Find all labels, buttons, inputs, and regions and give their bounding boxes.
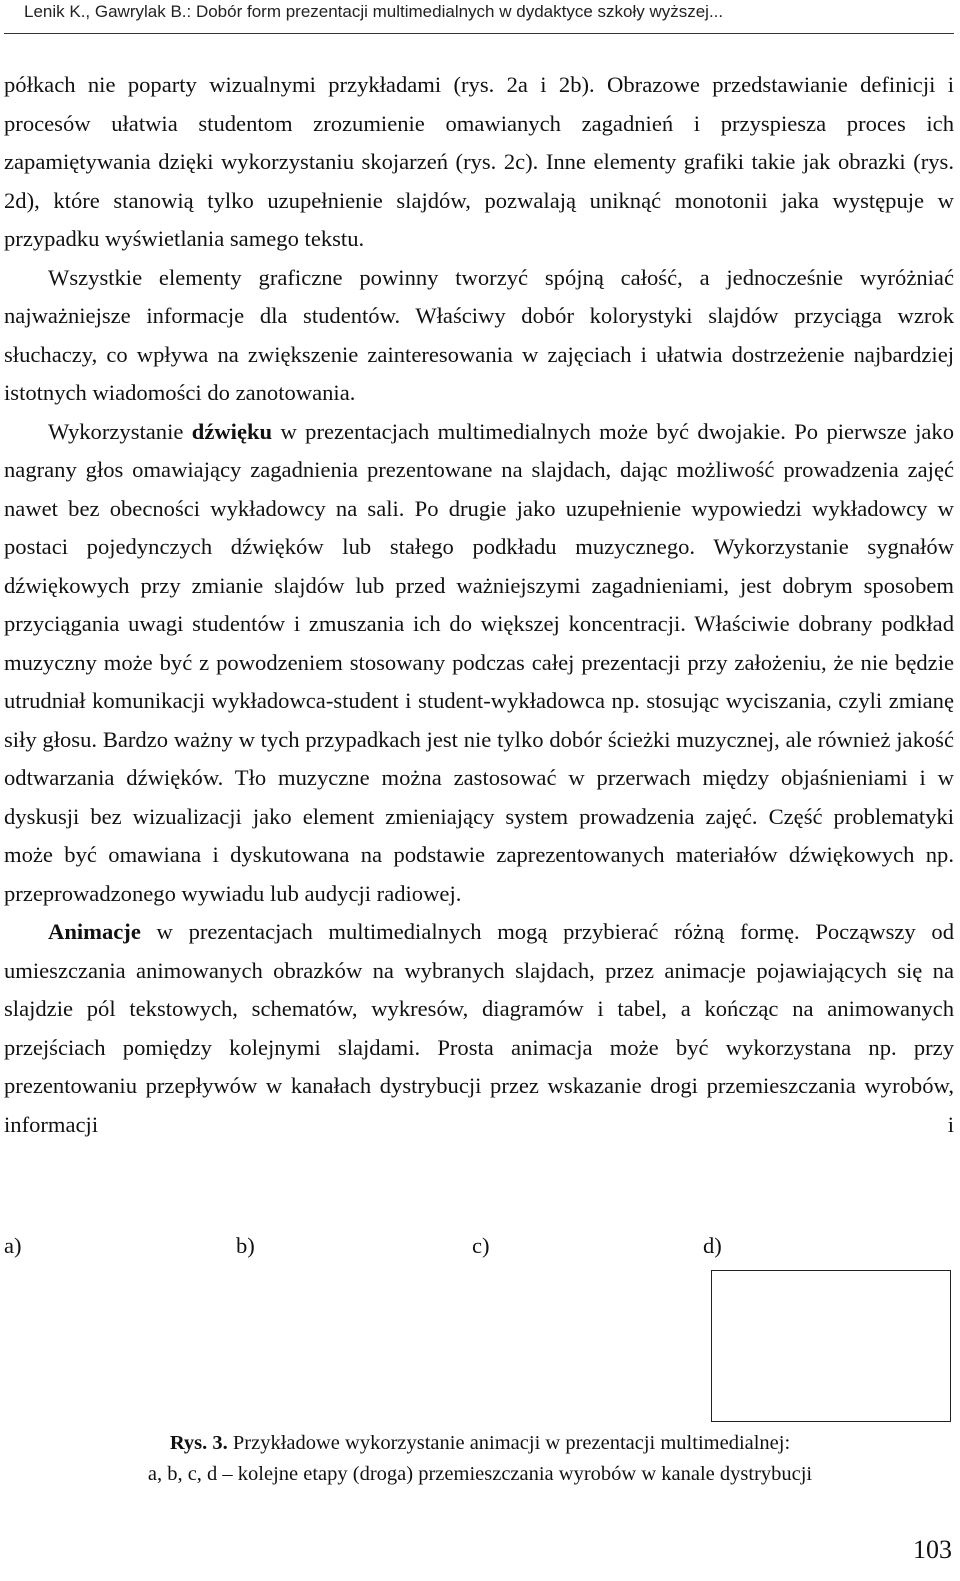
paragraph-3-rest: w prezentacjach multimedialnych może być dwojakie. Po pierwsze jako nagrany głos omawiający zagadnienia prezentowane na slajdach, dając możliwość prowadzenia zajęć nawet bez obecności wykładowcy na sali. Po drugie jako uzupełnienie wypowiedzi wykładowcy w postaci pojedynczych dźwięków lub stałego podkładu muzycznego. Wykorzystanie sygnałów dźwiękowych przy zmianie slajdów lub przed ważniejszymi zagadnieniami, jest dobrym sposobem przyciągania uwagi studentów i zmuszania ich do większej koncentracji. Właściwie dobrany podkład muzyczny może być z powodzeniem stosowany podczas całej prezentacji przy założeniu, że nie będzie utrudniał komunikacji wykładowca-student i student-wykładowca np. stosując wyciszania, czyli zmianę siły głosu. Bardzo ważny w tych przypadkach jest nie tylko dobór ścieżki muzycznej, ale również jakość odtwarzania dźwięków. Tło muzyczne można zastosować w przerwach między objaśnieniami i w dyskusji bez wizualizacji jako element zmieniający system prowadzenia zajęć. Część problematyki może być omawiana i dyskutowana na podstawie zaprezentowanych materiałów dźwiękowych np. przeprowadzonego wywiadu lub audycji radiowej. bbox=[4, 418, 954, 906]
figure-label-c: c) bbox=[472, 1233, 490, 1258]
figure-label-b: b) bbox=[236, 1233, 255, 1258]
figure-caption-line-1 bbox=[0, 1428, 960, 1459]
page-number: 103 bbox=[913, 1535, 952, 1564]
figure-panel-d-frame bbox=[711, 1270, 951, 1422]
keyword-animations: Animacje bbox=[48, 919, 141, 944]
paragraph-4-rest: w prezentacjach multimedialnych mogą przybierać różną formę. Począwszy od umieszczania animowanych obrazków na wybranych slajdach, przez animacje pojawiających się na slajdzie pól tekstowych, schematów, wykresów, diagramów i tabel, a kończąc na animowanych przejściach pomiędzy kolejnymi slajdami. Prosta animacja może być wykorzystana np. przy prezentowaniu przepływów w kanałach dystrybucji przez wskazanie drogi przemieszczania wyrobów, informacji i bbox=[4, 919, 954, 1137]
figure-caption-number: Rys. 3. bbox=[169, 1432, 228, 1454]
running-header: Lenik K., Gawrylak B.: Dobór form prezentacji multimedialnych w dydaktyce szkoły wyższej... bbox=[24, 2, 724, 21]
figure-label-a: a) bbox=[4, 1233, 22, 1258]
body-text bbox=[4, 66, 954, 1144]
paragraph-2: Wszystkie elementy graficzne powinny tworzyć spójną całość, a jednocześnie wyróżniać najważniejsze informacje dla studentów. Właściwy dobór kolorystyki slajdów przyciąga wzrok słuchaczy, co wpływa na zwiększenie zainteresowania w zajęciach i ułatwia dostrzeżenie najbardziej istotnych wiadomości do zanotowania. bbox=[4, 264, 954, 405]
header-divider bbox=[4, 33, 954, 34]
paragraph-3 bbox=[4, 413, 954, 914]
paragraph-3-start: Wykorzystanie bbox=[48, 418, 192, 444]
paragraph-4 bbox=[4, 913, 954, 1144]
figure-caption-line-2: a, b, c, d – kolejne etapy (droga) przemieszczania wyrobów w kanale dystrybucji bbox=[147, 1463, 813, 1485]
paragraph-1: półkach nie poparty wizualnymi przykładami (rys. 2a i 2b). Obrazowe przedstawianie definicji i procesów ułatwia studentom zrozumienie omawianych zagadnień i przyspiesza proces ich zapamiętywania dzięki wykorzystaniu skojarzeń (rys. 2c). Inne elementy grafiki takie jak obrazki (rys. 2d), które stanowią tylko uzupełnienie slajdów, pozwalają uniknąć monotonii jaka występuje w przypadku wyświetlania samego tekstu. bbox=[4, 72, 954, 251]
figure-caption-title: Przykładowe wykorzystanie animacji w prezentacji multimedialnej: bbox=[227, 1432, 791, 1454]
keyword-sound: dźwięku bbox=[191, 418, 273, 444]
figure-label-d: d) bbox=[703, 1233, 722, 1258]
